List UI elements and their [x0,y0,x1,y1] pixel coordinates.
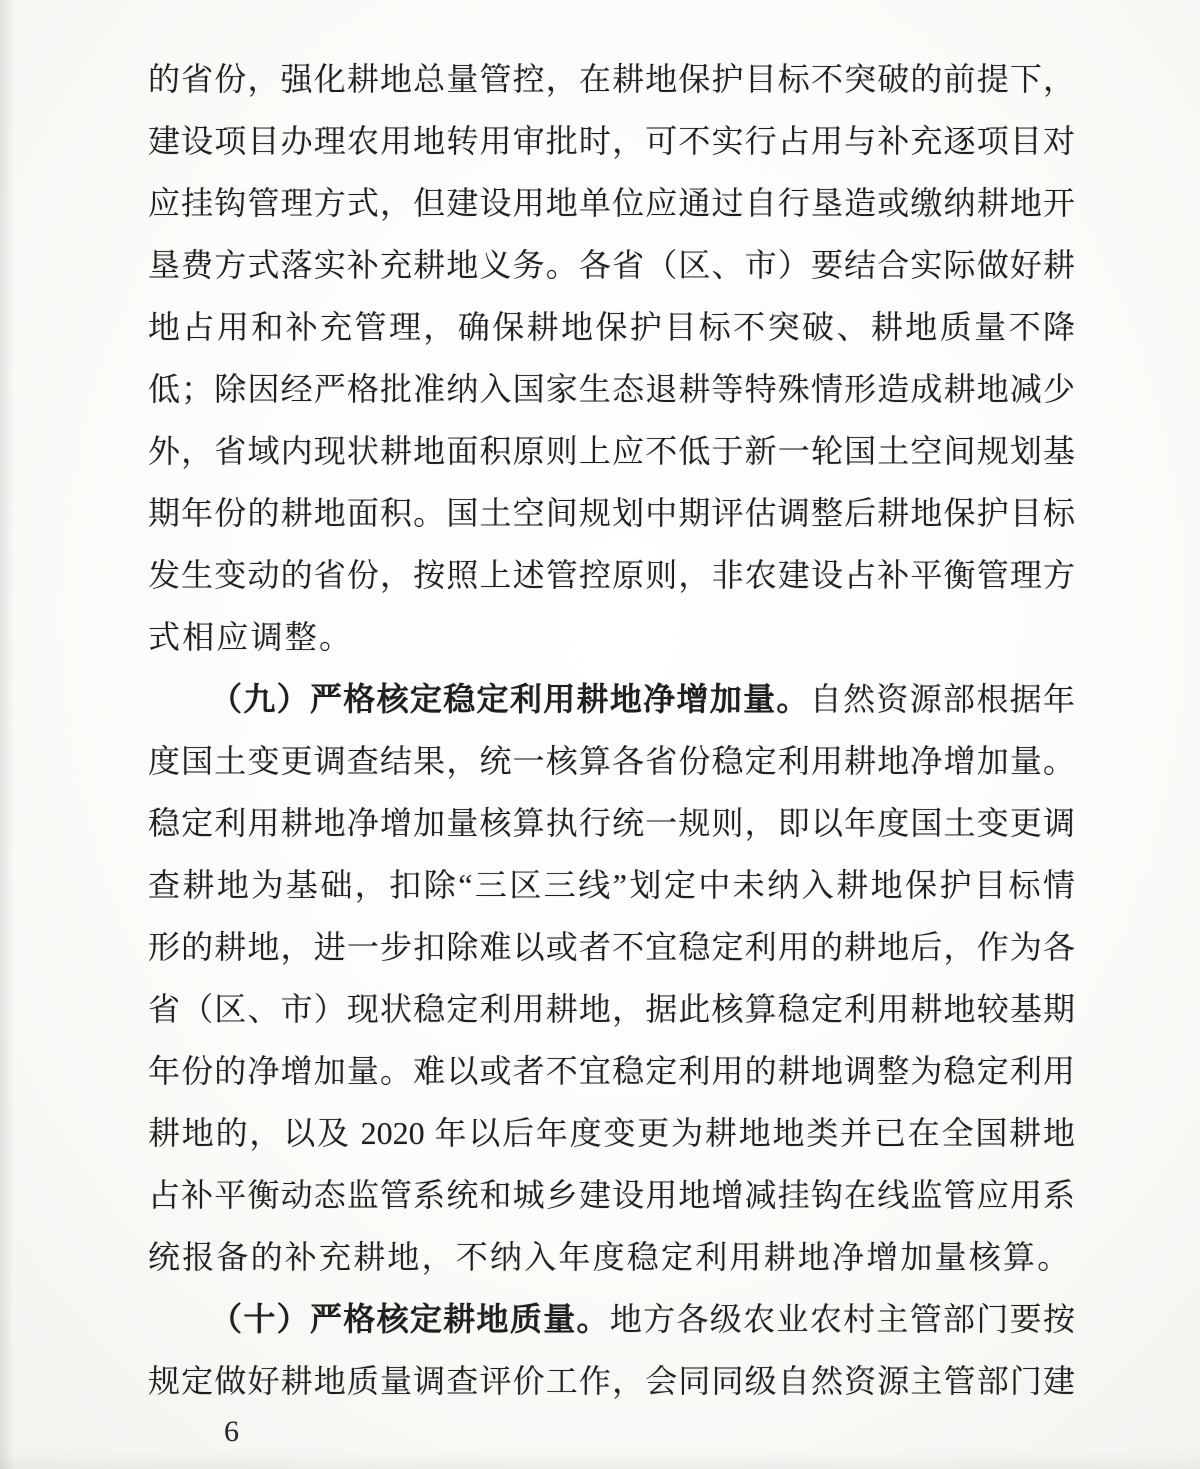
text-line [148,544,1075,606]
line-text: 规定做好耕地质量调查评价工作，会同同级自然资源主管部门建 [148,1363,1075,1399]
text-line [148,358,1075,420]
line-text: 形的耕地，进一步扣除难以或者不宜稳定利用的耕地后，作为各 [148,929,1075,965]
text-line [148,916,1075,978]
line-text: 查耕地为基础，扣除“三区三线”划定中未纳入耕地保护目标情 [148,867,1075,903]
line-text: 垦费方式落实补充耕地义务。各省（区、市）要结合实际做好耕 [148,247,1075,283]
line-text: 年份的净增加量。难以或者不宜稳定利用的耕地调整为稳定利用 [148,1053,1075,1089]
text-line [148,1164,1075,1226]
text-line [148,730,1075,792]
text-line [148,296,1075,358]
paragraph-start-line-item-9 [148,668,1075,730]
line-text: 发生变动的省份，按照上述管控原则，非农建设占补平衡管理方 [148,557,1075,593]
line-text: 外，省域内现状耕地面积原则上应不低于新一轮国土空间规划基 [148,433,1075,469]
line-text: 低；除因经严格批准纳入国家生态退耕等特殊情形造成耕地减少 [148,371,1075,407]
text-line [148,1102,1075,1164]
section-heading: （九）严格核定稳定利用耕地净增加量。 [210,681,810,717]
line-text: 地方各级农业农村主管部门要按 [609,1301,1075,1337]
text-line [148,482,1075,544]
line-text: 应挂钩管理方式，但建设用地单位应通过自行垦造或缴纳耕地开 [148,185,1075,221]
line-text: 建设项目办理农用地转用审批时，可不实行占用与补充逐项目对 [148,123,1075,159]
text-line [148,234,1075,296]
line-text: 耕地的，以及 2020 年以后年度变更为耕地地类并已在全国耕地 [148,1115,1075,1151]
text-line [148,1040,1075,1102]
section-heading: （十）严格核定耕地质量。 [210,1301,610,1337]
document-text-block [148,48,1075,1412]
text-line [148,420,1075,482]
text-line [148,48,1075,110]
line-text: 统报备的补充耕地，不纳入年度稳定利用耕地净增加量核算。 [148,1239,1072,1275]
line-text: 省（区、市）现状稳定利用耕地，据此核算稳定利用耕地较基期 [148,991,1075,1027]
text-line [148,110,1075,172]
line-text: 期年份的耕地面积。国土空间规划中期评估调整后耕地保护目标 [148,495,1075,531]
paragraph-last-line [148,606,1075,668]
line-text: 度国土变更调查结果，统一核算各省份稳定利用耕地净增加量。 [148,743,1075,779]
text-line [148,792,1075,854]
text-line [148,172,1075,234]
text-line [148,854,1075,916]
line-text: 式相应调整。 [148,619,354,655]
page-number: 6 [224,1415,239,1448]
paragraph-start-line-item-10 [148,1288,1075,1350]
text-line [148,978,1075,1040]
paragraph-last-line [148,1226,1075,1288]
text-line [148,1350,1075,1412]
line-text: 的省份，强化耕地总量管控，在耕地保护目标不突破的前提下， [148,61,1075,97]
line-text: 地占用和补充管理，确保耕地保护目标不突破、耕地质量不降 [148,309,1075,345]
line-text: 稳定利用耕地净增加量核算执行统一规则，即以年度国土变更调 [148,805,1075,841]
line-text: 占补平衡动态监管系统和城乡建设用地增减挂钩在线监管应用系 [148,1177,1075,1213]
line-text: 自然资源部根据年 [809,681,1075,717]
